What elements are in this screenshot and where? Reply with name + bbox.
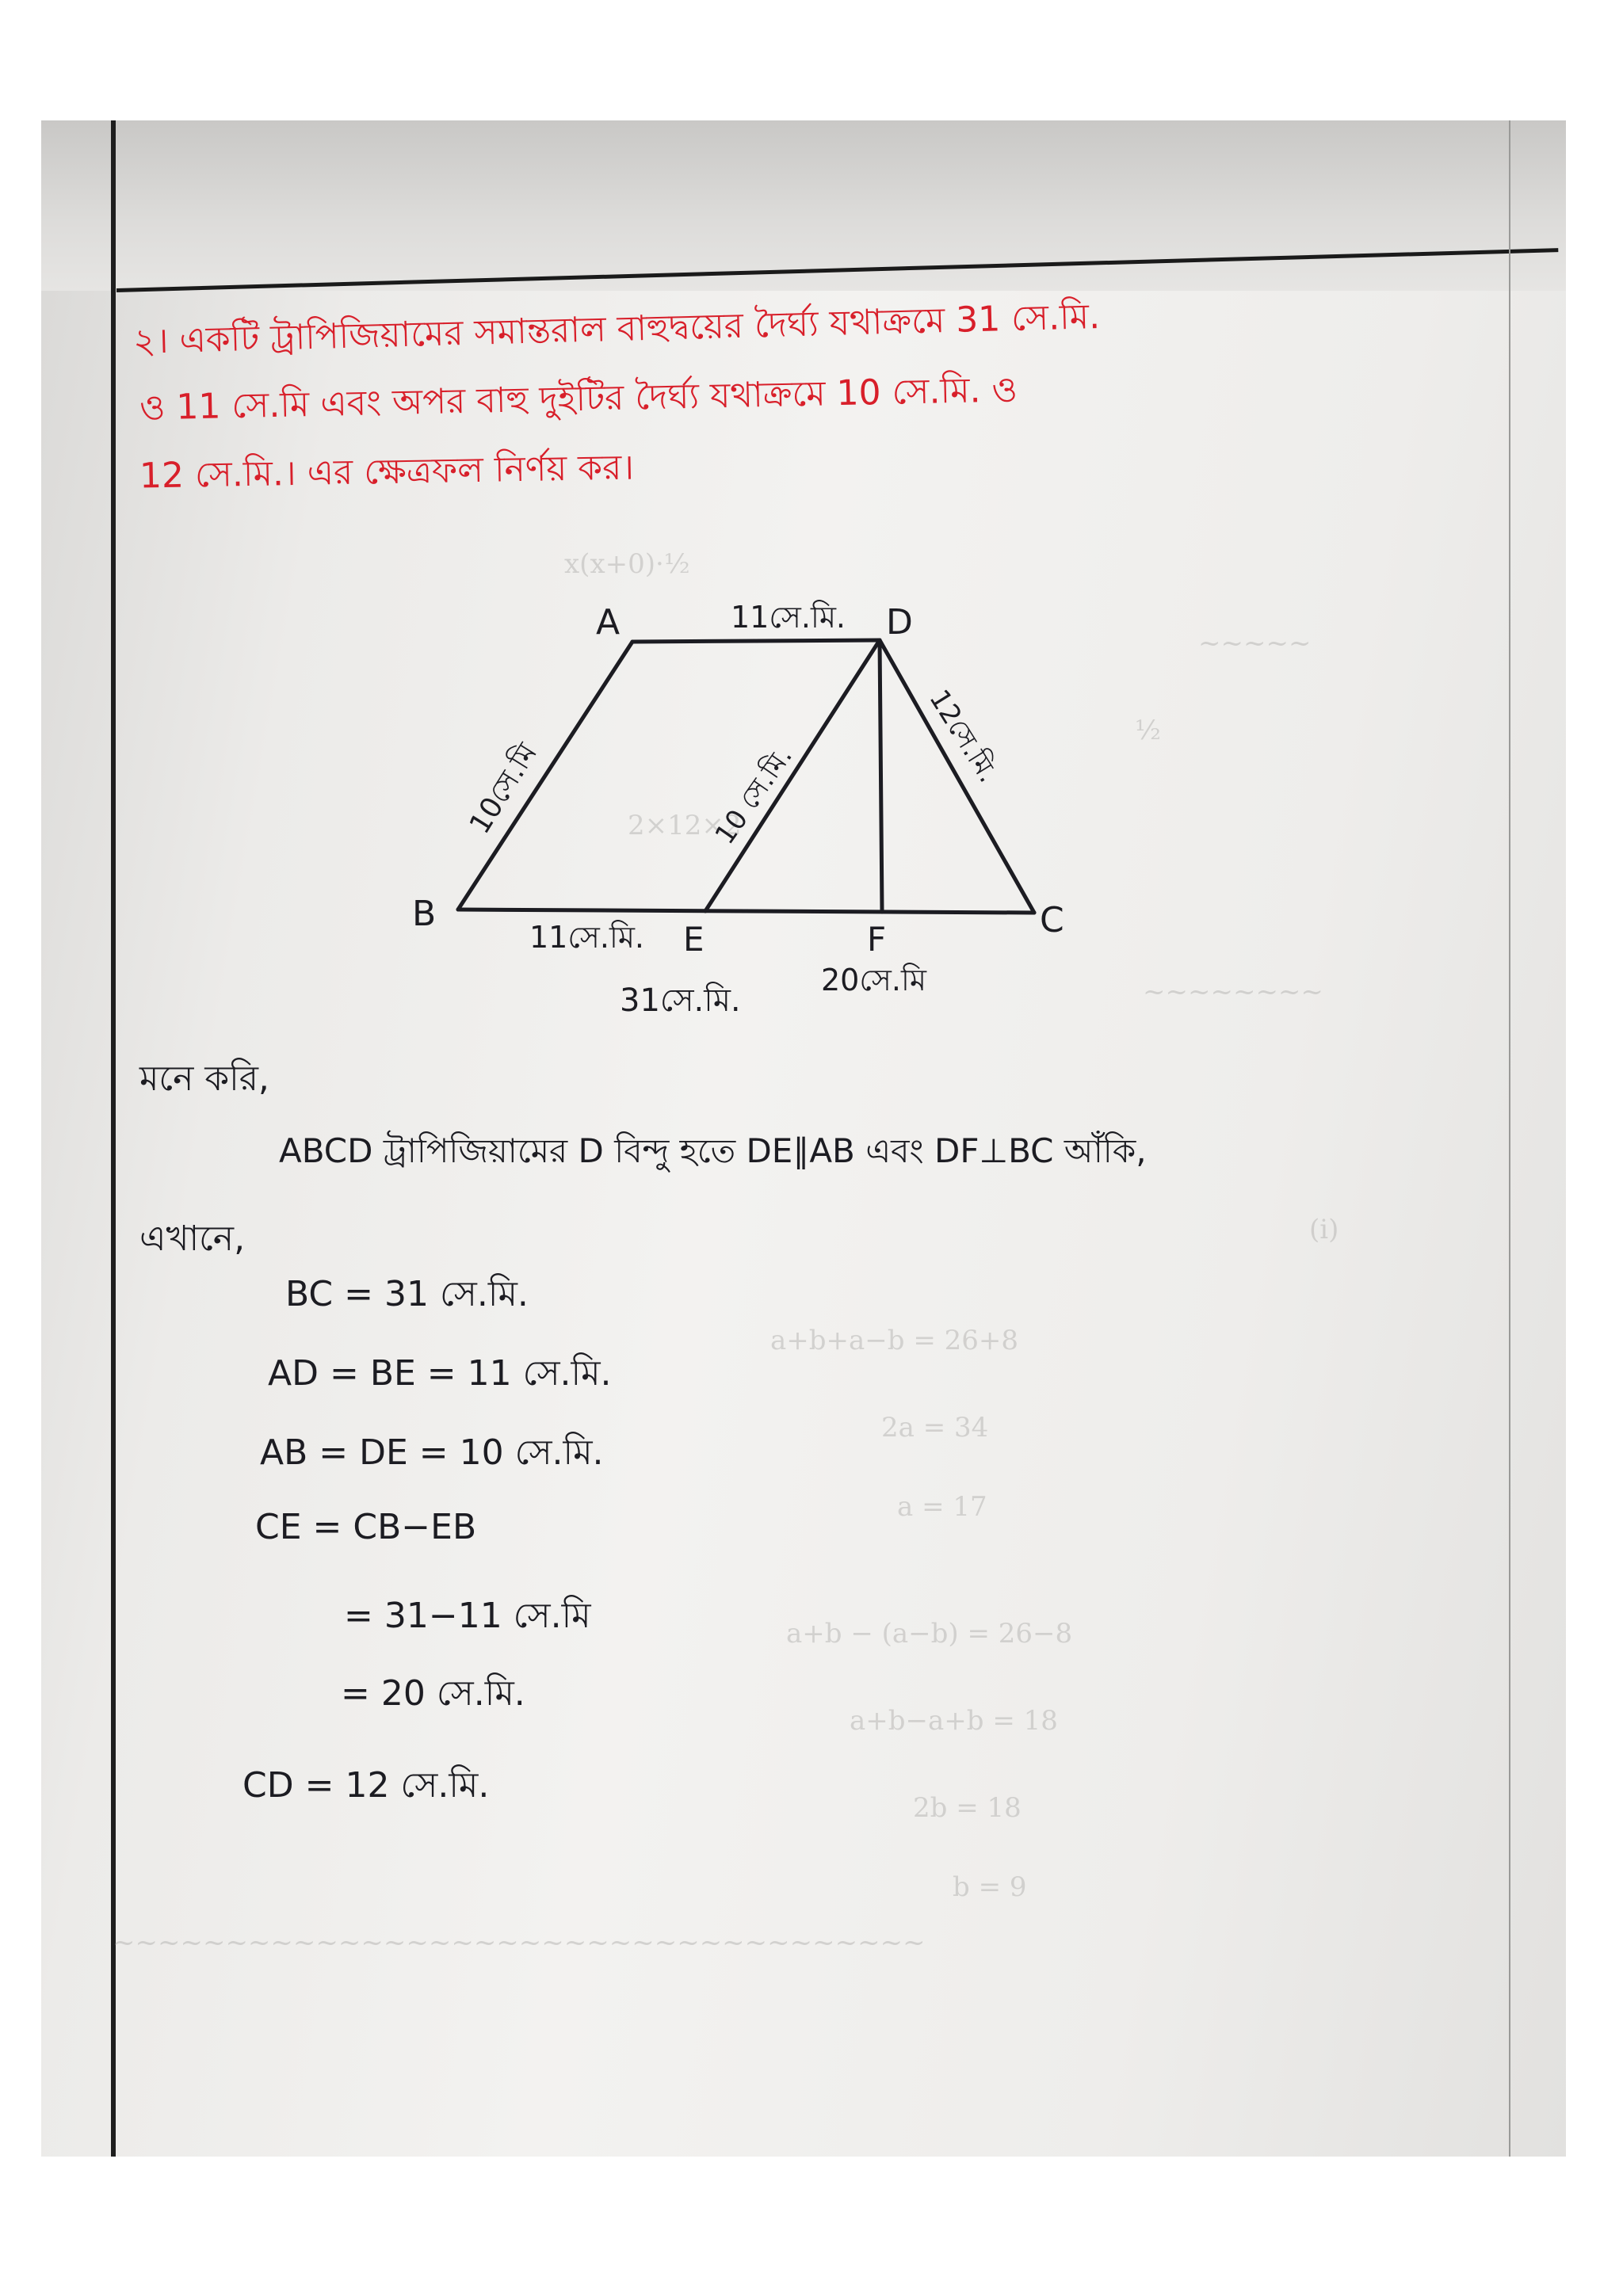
show-through-text: b = 9 — [953, 1871, 1027, 1903]
side-ad — [632, 640, 880, 642]
problem-line-1: ২। একটি ট্রাপিজিয়ামের সমান্তরাল বাহুদ্বয়ের দৈর্ঘ্য যথাক্রমে 31 সে.মি. — [132, 296, 1101, 362]
show-through-text: 2b = 18 — [913, 1792, 1022, 1824]
show-through-text: ~~~~~~~~~~~~~~~~~~~~~~~~~~~~~~~~~~~~ — [113, 1927, 926, 1958]
label-bc: 31সে.মি. — [620, 982, 741, 1019]
side-bc — [458, 910, 1034, 913]
solution-intro: মনে করি, — [139, 1058, 269, 1099]
show-through-text: x(x+0)·½ — [564, 548, 690, 580]
equation-cd: CD = 12 সে.মি. — [242, 1765, 490, 1806]
side-dc — [880, 640, 1034, 913]
show-through-text: 2×12×2 — [628, 810, 742, 841]
solution-construction: ABCD ট্রাপিজিয়ামের D বিন্দু হতে DE∥AB এবং DF⊥BC আঁকি, — [279, 1131, 1147, 1170]
show-through-text: ~~~~~ — [1198, 627, 1312, 659]
equation-bc: BC = 31 সে.মি. — [285, 1274, 529, 1314]
show-through-text: a = 17 — [897, 1491, 987, 1523]
equation-ce-step: = 31−11 সে.মি — [344, 1596, 591, 1636]
problem-line-3: 12 সে.মি.। এর ক্ষেত্রফল নির্ণয় কর। — [139, 447, 635, 497]
label-ab: 10সে.মি — [463, 738, 544, 840]
label-de: 10 সে.মি. — [708, 741, 799, 851]
vertex-e: E — [683, 920, 705, 959]
problem-line-2: ও 11 সে.মি এবং অপর বাহু দুইটির দৈর্ঘ্য যথাক্রমে 10 সে.মি. ও — [139, 369, 1018, 429]
side-ab — [458, 642, 632, 910]
line-de — [705, 640, 880, 911]
equation-ab-de: AB = DE = 10 সে.মি. — [260, 1432, 604, 1473]
label-be: 11সে.মি. — [529, 920, 645, 955]
show-through-text: (i) — [1309, 1214, 1339, 1245]
trapezium-figure — [0, 0, 1623, 1062]
show-through-text: a+b − (a−b) = 26−8 — [786, 1618, 1073, 1650]
vertex-b: B — [412, 894, 437, 934]
label-dc: 12সে.মি. — [922, 684, 1005, 788]
equation-ce: CE = CB−EB — [255, 1507, 477, 1547]
vertex-f: F — [867, 920, 887, 959]
line-df — [880, 640, 882, 912]
label-ad: 11সে.মি. — [731, 600, 846, 635]
show-through-text: ½ — [1135, 715, 1161, 746]
show-through-text: a+b−a+b = 18 — [850, 1705, 1058, 1737]
label-ec: 20সে.মি — [821, 963, 926, 997]
show-through-text: ~~~~~~~~ — [1143, 976, 1323, 1008]
solution-here: এখানে, — [139, 1219, 246, 1259]
show-through-text: a+b+a−b = 26+8 — [770, 1325, 1019, 1356]
equation-ce-result: = 20 সে.মি. — [341, 1673, 525, 1714]
equation-ad-be: AD = BE = 11 সে.মি. — [268, 1353, 612, 1394]
show-through-text: 2a = 34 — [881, 1412, 989, 1444]
vertex-a: A — [596, 602, 621, 643]
vertex-c: C — [1040, 900, 1064, 940]
vertex-d: D — [886, 602, 913, 643]
